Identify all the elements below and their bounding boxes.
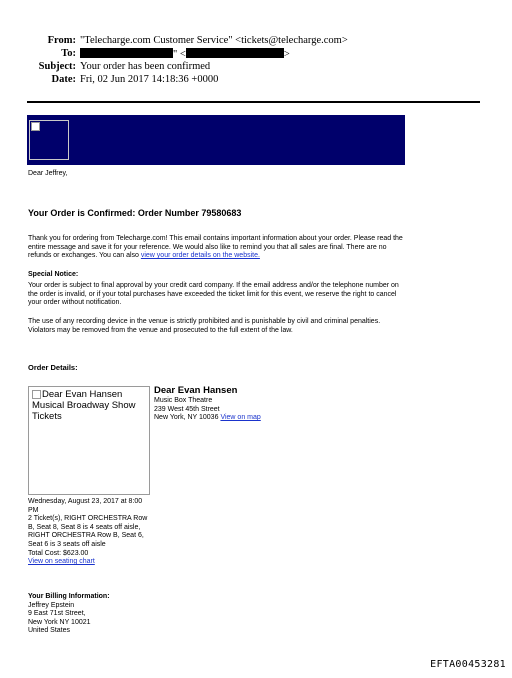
venue-street: 239 West 45th Street	[154, 405, 220, 413]
show-image-alt: Dear Evan Hansen Musical Broadway Show Tickets	[32, 389, 136, 422]
to-close: >	[283, 49, 290, 60]
special-notice-text: Your order is subject to final approval by your credit card company. If the email address and/or the telephone number on the order is invalid, or if your total purchases have exceeded the ticket limit for this event, we reserve the right to cancel your order without notification.	[28, 282, 399, 307]
from-label: From:	[47, 35, 76, 46]
redaction-box	[186, 48, 284, 58]
date-label: Date:	[51, 74, 76, 85]
venue-name: Music Box Theatre	[154, 397, 213, 404]
confirmation-heading: Your Order is Confirmed: Order Number 79580683	[28, 208, 242, 218]
subject-value: Your order has been confirmed	[80, 61, 211, 72]
venue-city: New York, NY 10036	[154, 414, 219, 422]
to-separator: " <	[173, 49, 186, 60]
redaction-box	[80, 48, 173, 58]
special-notice-heading: Special Notice:	[28, 271, 79, 278]
subject-label: Subject:	[38, 61, 76, 72]
billing-city: New York NY 10021	[28, 618, 91, 626]
billing-country: United States	[28, 627, 71, 635]
billing-name: Jeffrey Epstein	[28, 601, 75, 609]
billing-heading: Your Billing Information:	[28, 593, 110, 600]
date-value: Fri, 02 Jun 2017 14:18:36 +0000	[80, 74, 219, 85]
telecharge-banner	[27, 115, 405, 165]
document-id: EFTA00453281	[430, 659, 506, 670]
ticket-info	[28, 498, 152, 567]
total-cost: Total Cost: $623.00	[28, 549, 89, 557]
seating-chart-link[interactable]: View on seating chart	[28, 558, 95, 566]
greeting: Dear Jeffrey,	[28, 170, 68, 177]
event-info	[154, 385, 374, 423]
order-details-link[interactable]: view your order details on the website.	[140, 252, 260, 260]
billing-street: 9 East 71st Street,	[28, 610, 86, 618]
venue-city-line	[154, 414, 374, 423]
header-divider	[27, 101, 480, 103]
map-link[interactable]: View on map	[220, 414, 261, 422]
intro-paragraph	[28, 235, 408, 261]
from-value: "Telecharge.com Customer Service" <tickets@telecharge.com>	[80, 35, 348, 46]
to-value	[80, 48, 290, 60]
recording-notice: The use of any recording device in the venue is strictly prohibited and is punishable by civil and criminal penalties. Violators may be removed from the venue and prosecuted to the full extent of the law.	[28, 318, 381, 334]
intro-text: Thank you for ordering from Telecharge.com! This email contains important information about your order. Please read the entire message and save it for your reference. We would also like to remind you that all sales are final. There are no refunds or exchanges. You can also	[28, 235, 403, 260]
ticket-details: 2 Ticket(s), RIGHT ORCHESTRA Row B, Seat 8, Seat 8 is 4 seats off aisle, RIGHT ORCHESTRA Row B, Seat 6, Seat 6 is 3 seats off aisle	[28, 515, 148, 548]
order-details-heading: Order Details:	[28, 363, 78, 372]
broken-image-icon	[29, 120, 69, 160]
billing-info	[28, 593, 228, 636]
event-title: Dear Evan Hansen	[154, 385, 238, 396]
to-label: To:	[61, 48, 76, 59]
show-image-placeholder	[28, 386, 150, 495]
event-datetime: Wednesday, August 23, 2017 at 8:00 PM	[28, 498, 143, 514]
